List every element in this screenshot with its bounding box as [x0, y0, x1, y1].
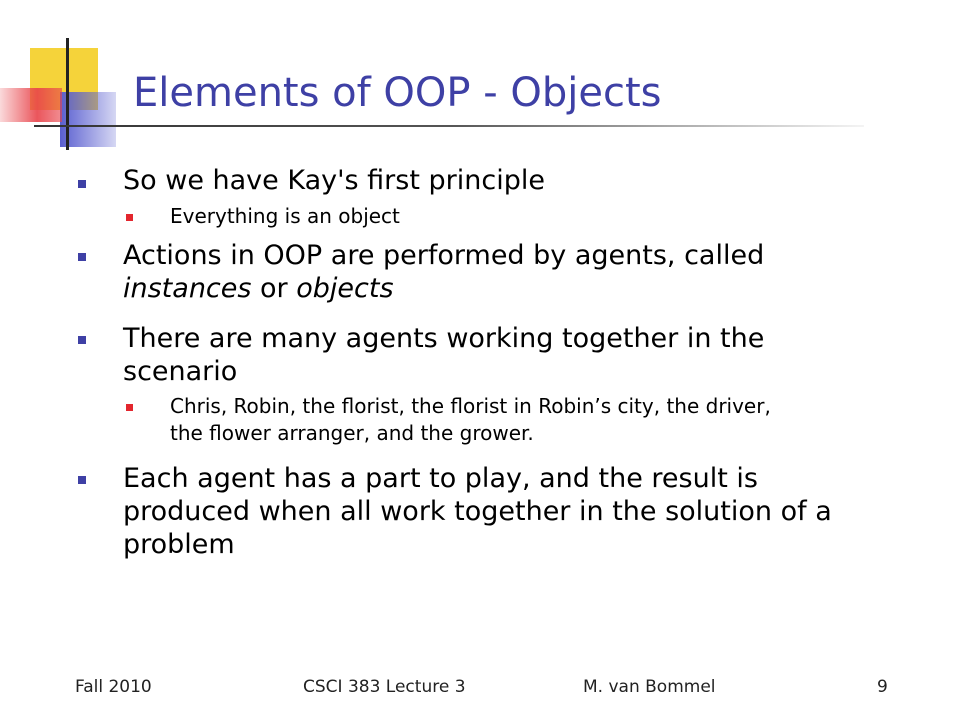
bullet-item [123, 322, 883, 388]
emphasis-instances: instances [123, 273, 252, 304]
title-rule [34, 125, 864, 127]
bullet-marker [78, 336, 86, 344]
slide-title: Elements of OOP - Objects [133, 70, 662, 116]
bullet-marker [78, 476, 86, 484]
bullet-line: Chris, Robin, the florist, the florist in Robin’s city, the driver, [170, 394, 771, 418]
footer-author: M. van Bommel [583, 677, 716, 697]
footer-page-number: 9 [877, 677, 888, 697]
bullet-line: Actions in OOP are performed by agents, called [123, 240, 765, 271]
sub-bullet-marker [126, 214, 133, 221]
bullet-item [123, 239, 883, 305]
bullet-item [123, 462, 883, 561]
bullet-marker [78, 253, 86, 261]
bullet-line: problem [123, 529, 235, 560]
bullet-line: scenario [123, 356, 238, 387]
footer-course: CSCI 383 Lecture 3 [303, 677, 466, 697]
bullet-line [123, 272, 883, 305]
title-decoration [0, 30, 140, 160]
bullet-item: So we have Kay's first principle [123, 165, 545, 196]
bullet-line: There are many agents working together in the [123, 323, 765, 354]
bullet-line: produced when all work together in the solution of a [123, 496, 832, 527]
bullet-marker [78, 180, 86, 188]
emphasis-objects: objects [296, 273, 394, 304]
footer-date: Fall 2010 [75, 677, 152, 697]
bullet-line: Each agent has a part to play, and the result is [123, 463, 758, 494]
sub-bullet-marker [126, 404, 133, 411]
sub-bullet-item: Everything is an object [170, 204, 400, 228]
bullet-line: the flower arranger, and the grower. [170, 421, 534, 445]
sub-bullet-item [170, 393, 930, 447]
bullet-text: or [251, 273, 297, 304]
